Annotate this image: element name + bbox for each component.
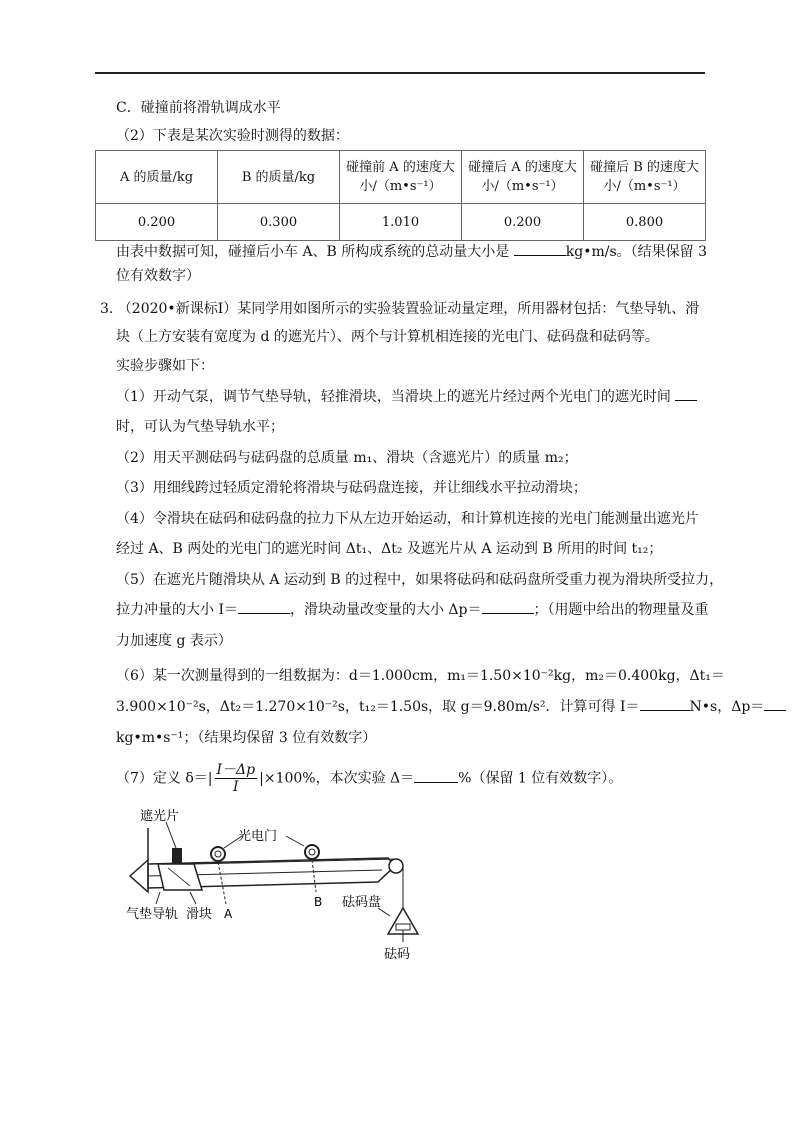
leader-line bbox=[190, 892, 196, 904]
step-2: （2）用天平测砝码与砝码盘的总质量 m₁、滑块（含遮光片）的质量 m₂； bbox=[116, 450, 578, 466]
momentum-question-cont: 位有效数字） bbox=[116, 268, 200, 284]
leader-line bbox=[166, 822, 176, 848]
table-cell: 0.200 bbox=[462, 204, 584, 241]
step-7-text-1: （7）定义 δ＝| bbox=[116, 770, 213, 787]
table-header-row bbox=[96, 151, 706, 204]
table-cell: 0.300 bbox=[218, 204, 340, 241]
delta-fraction bbox=[215, 762, 258, 795]
answer-blank bbox=[675, 388, 697, 401]
apparatus-figure bbox=[120, 808, 440, 968]
step-1 bbox=[116, 387, 697, 407]
step-6-text-1: 3.900×10⁻²s，Δt₂＝1.270×10⁻²s，t₁₂＝1.50s，取 g＝9.80m/s²．计算可得 I＝ bbox=[116, 699, 640, 715]
momentum-question bbox=[116, 242, 707, 262]
step-5: （5）在遮光片随滑块从 A 运动到 B 的过程中，如果将砝码和砝码盘所受重力视为滑块所受拉力， bbox=[116, 572, 724, 588]
label-weight: 砝码 bbox=[384, 947, 411, 962]
answer-blank bbox=[640, 698, 690, 711]
table-header-cell: B 的质量/kg bbox=[218, 151, 340, 204]
option-c: C．碰撞前将滑轨调成水平 bbox=[116, 100, 281, 116]
table-row bbox=[96, 204, 706, 241]
step-5-text-1: 拉力冲量的大小 I＝ bbox=[116, 602, 238, 618]
leader-line bbox=[156, 892, 160, 904]
answer-blank bbox=[764, 698, 786, 711]
rail-end-stand bbox=[130, 860, 148, 892]
answer-blank bbox=[514, 243, 566, 256]
step-3: （3）用细线跨过轻质定滑轮将滑块与砝码盘连接，并让细线水平拉动滑块； bbox=[116, 480, 587, 496]
step-6-cont2: kg•m•s⁻¹；（结果均保留 3 位有效数字） bbox=[116, 730, 377, 746]
table-header-cell: A 的质量/kg bbox=[96, 151, 218, 204]
step-6: （6）某一次测量得到的一组数据为：d＝1.000cm，m₁＝1.50×10⁻²kg，m₂＝0.400kg，Δt₁＝ bbox=[116, 668, 725, 684]
label-air-track: 气垫导轨 bbox=[126, 907, 179, 922]
label-shading-plate: 遮光片 bbox=[140, 809, 180, 824]
q2-intro: （2）下表是某次实验时测得的数据： bbox=[116, 128, 349, 144]
leader-line bbox=[286, 836, 304, 846]
data-table bbox=[95, 150, 706, 241]
photogate-a bbox=[211, 847, 225, 861]
step-5-text-3: ；（用题中给出的物理量及重 bbox=[533, 602, 709, 618]
table-cell: 1.010 bbox=[340, 204, 462, 241]
answer-blank bbox=[482, 601, 534, 614]
label-b: B bbox=[314, 895, 323, 909]
momentum-question-text: 由表中数据可知，碰撞后小车 A、B 所构成系统的总动量大小是 bbox=[116, 244, 514, 260]
step-4-cont: 经过 A、B 两处的光电门的遮光时间 Δt₁、Δt₂ 及遮光片从 A 运动到 B 所用的时间 t₁₂； bbox=[116, 541, 663, 557]
label-weight-pan: 砝码盘 bbox=[342, 895, 382, 910]
table-header-cell: 碰撞前 A 的速度大小/（m•s⁻¹） bbox=[340, 151, 462, 204]
fraction-numerator: I－Δp bbox=[216, 762, 256, 778]
label-photogate: 光电门 bbox=[238, 829, 278, 844]
answer-blank bbox=[414, 770, 458, 783]
step-5-text-2: ，滑块动量改变量的大小 Δp＝ bbox=[289, 602, 482, 618]
table-header-cell: 碰撞后 B 的速度大小/（m•s⁻¹） bbox=[584, 151, 706, 204]
steps-title: 实验步骤如下： bbox=[116, 358, 214, 374]
label-slider: 滑块 bbox=[186, 907, 213, 922]
table-cell: 0.800 bbox=[584, 204, 706, 241]
step-7-text-2: |×100%，本次实验 Δ＝ bbox=[259, 770, 415, 787]
step-1-text: （1）开动气泵，调节气垫导轨，轻推滑块，当滑块上的遮光片经过两个光电门的遮光时间 bbox=[116, 389, 676, 405]
step-5-cont bbox=[116, 600, 709, 620]
step-5-cont2: 力加速度 g 表示） bbox=[116, 633, 232, 649]
answer-blank bbox=[238, 601, 290, 614]
step-4: （4）令滑块在砝码和砝码盘的拉力下从左边开始运动，和计算机连接的光电门能测量出遮光片 bbox=[116, 511, 699, 527]
photogate-a-beam bbox=[218, 862, 226, 904]
momentum-unit-text: kg•m/s。（结果保留 3 bbox=[565, 244, 707, 260]
fraction-denominator: I bbox=[233, 779, 239, 795]
weight bbox=[396, 924, 410, 930]
table-header-cell: 碰撞后 A 的速度大小/（m•s⁻¹） bbox=[462, 151, 584, 204]
header-rule bbox=[95, 72, 705, 74]
photogate-b bbox=[305, 845, 319, 859]
pulley bbox=[389, 859, 403, 873]
slider-block bbox=[158, 864, 202, 890]
step-6-cont bbox=[116, 697, 786, 717]
q3-line1: 3. （2020•新课标Ⅰ）某同学用如图所示的实验装置验证动量定理，所用器材包括：气垫导轨、滑 bbox=[100, 301, 700, 317]
label-a: A bbox=[224, 907, 233, 921]
table-cell: 0.200 bbox=[96, 204, 218, 241]
step-6-text-2: N•s，Δp＝ bbox=[689, 699, 765, 715]
step-7 bbox=[116, 762, 622, 795]
step-1-cont: 时，可认为气垫导轨水平； bbox=[116, 419, 284, 435]
step-7-text-3: %（保留 1 位有效数字）。 bbox=[458, 770, 623, 787]
q3-line2: 块（上方安装有宽度为 d 的遮光片）、两个与计算机相连接的光电门、砝码盘和砝码等。 bbox=[116, 329, 659, 345]
photogate-b-beam bbox=[312, 860, 316, 892]
shading-plate bbox=[172, 848, 182, 864]
